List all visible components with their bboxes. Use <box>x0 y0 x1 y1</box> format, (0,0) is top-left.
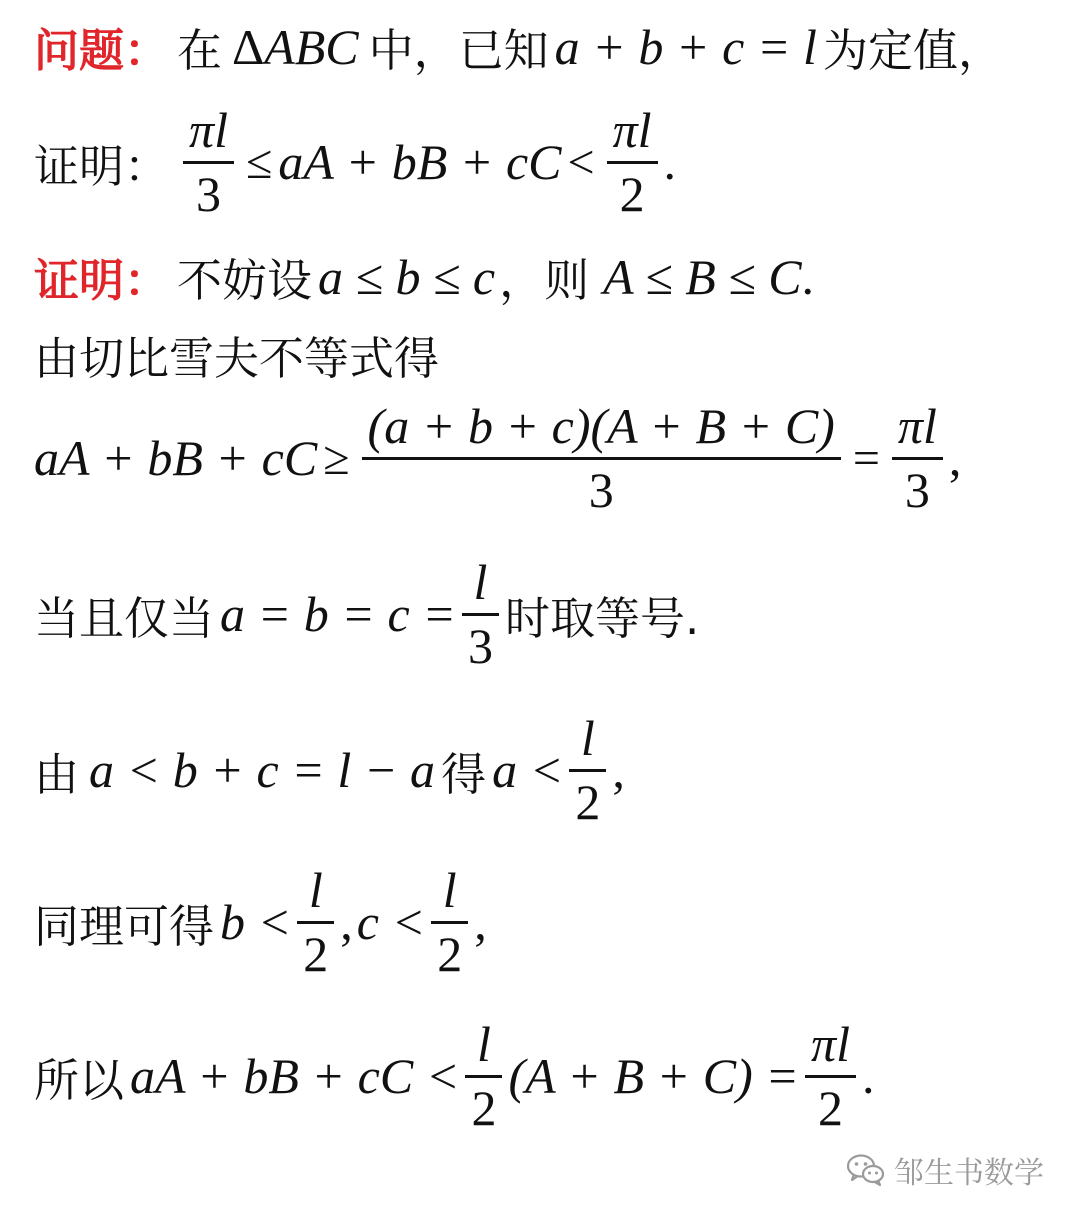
watermark <box>846 1148 1044 1192</box>
step3-line <box>34 864 487 980</box>
fraction-denominator: 3 <box>467 617 493 674</box>
fraction-bar <box>892 457 943 460</box>
proof-inequality-2: A ≤ B ≤ C <box>603 248 802 305</box>
fraction-denominator: 3 <box>588 461 614 518</box>
fraction-denominator: 2 <box>437 925 463 982</box>
proof-period: . <box>801 248 815 305</box>
equality-text-1: 当且仅当 <box>34 591 215 645</box>
fraction-bar <box>569 769 606 772</box>
fraction-numerator: πl <box>189 102 228 158</box>
fraction-denominator: 2 <box>619 165 645 222</box>
ge-symbol: ≥ <box>323 431 350 485</box>
step4-period: . <box>861 1048 875 1104</box>
fraction-numerator: l <box>580 710 595 766</box>
claim-fraction-right <box>607 104 658 220</box>
claim-fraction-left <box>183 104 234 220</box>
step1-big-fraction <box>362 400 841 516</box>
fraction-bar <box>431 921 468 924</box>
problem-text-3: 为定值， <box>822 24 1003 77</box>
step2-expression: a < b + c = l − a <box>89 742 436 798</box>
wechat-icon <box>846 1153 886 1187</box>
step2-text-1: 由 <box>34 747 80 801</box>
equality-fraction <box>462 556 499 672</box>
fraction-bar <box>362 457 841 460</box>
problem-label: 问题： <box>34 24 170 77</box>
fraction-numerator: πl <box>612 102 652 158</box>
proof-text-1: 不妨设 <box>177 254 313 307</box>
step2-line <box>34 712 625 828</box>
watermark-text: 邹生书数学 <box>894 1156 1044 1191</box>
problem-line <box>34 14 1003 79</box>
step3-fraction-2 <box>431 864 468 980</box>
step3-expression-1: b < <box>220 894 292 950</box>
fraction-numerator: l <box>477 1016 491 1072</box>
step3-comma: , <box>474 894 487 950</box>
claim-line <box>34 104 676 220</box>
fraction-bar <box>805 1075 856 1078</box>
problem-text-2: 中，已知 <box>368 24 549 77</box>
equality-line <box>34 556 699 672</box>
proof-label: 证明： <box>34 254 170 307</box>
fraction-numerator: πl <box>897 398 937 454</box>
step1-lhs: aA + bB + cC <box>34 430 318 486</box>
fraction-denominator: 2 <box>303 925 329 982</box>
triangle-symbol: Δ <box>232 18 265 75</box>
step4-fraction-2 <box>805 1018 856 1134</box>
lt-symbol: < <box>567 135 595 189</box>
fraction-bar <box>183 161 234 164</box>
step1-line <box>34 400 961 516</box>
fraction-bar <box>465 1075 502 1078</box>
step4-fraction-1 <box>465 1018 502 1134</box>
fraction-denominator: 3 <box>195 165 221 222</box>
fraction-bar <box>462 613 499 616</box>
step2-expression-2: a < <box>492 742 564 798</box>
step3-fraction-1 <box>297 864 334 980</box>
proof-inequality-1: a ≤ b ≤ c <box>318 248 496 305</box>
fraction-bar <box>607 161 658 164</box>
step3-separator: , <box>340 894 353 950</box>
fraction-numerator: l <box>442 862 457 918</box>
fraction-denominator: 2 <box>471 1079 497 1136</box>
fraction-numerator: πl <box>811 1016 850 1072</box>
step4-line <box>34 1018 874 1134</box>
problem-text-1: 在 <box>177 24 223 77</box>
chebyshev-line <box>34 322 439 387</box>
claim-label: 证明： <box>34 139 170 193</box>
fraction-denominator: 2 <box>818 1079 843 1136</box>
claim-period: . <box>663 134 677 190</box>
proof-intro-line <box>34 244 814 309</box>
step1-comma: , <box>948 430 962 486</box>
chebyshev-text: 由切比雪夫不等式得 <box>34 332 440 385</box>
equality-text-2: 时取等号. <box>504 591 700 645</box>
fraction-denominator: 3 <box>904 461 930 518</box>
proof-text-2: ，则 <box>499 254 590 307</box>
triangle-name: ABC <box>264 18 359 75</box>
claim-middle-expression: aA + bB + cC <box>278 134 562 190</box>
fraction-numerator: (a + b + c)(A + B + C) <box>367 398 835 454</box>
step2-fraction <box>569 712 606 828</box>
step3-text-1: 同理可得 <box>34 899 215 953</box>
step4-paren-expression: (A + B + C) = <box>508 1048 800 1104</box>
fraction-numerator: l <box>308 862 323 918</box>
step1-result-fraction <box>892 400 943 516</box>
le-symbol: ≤ <box>245 135 273 189</box>
fraction-numerator: l <box>473 554 488 610</box>
step2-text-2: 得 <box>441 747 487 801</box>
step4-text-1: 所以 <box>34 1053 125 1107</box>
problem-expression: a + b + c = l <box>554 18 817 75</box>
step2-comma: , <box>612 742 625 798</box>
step4-lhs: aA + bB + cC < <box>130 1048 460 1104</box>
step3-expression-2: c < <box>356 894 426 950</box>
equality-expression: a = b = c = <box>220 586 456 642</box>
eq-symbol: = <box>852 431 880 485</box>
fraction-denominator: 2 <box>575 773 601 830</box>
fraction-bar <box>297 921 334 924</box>
